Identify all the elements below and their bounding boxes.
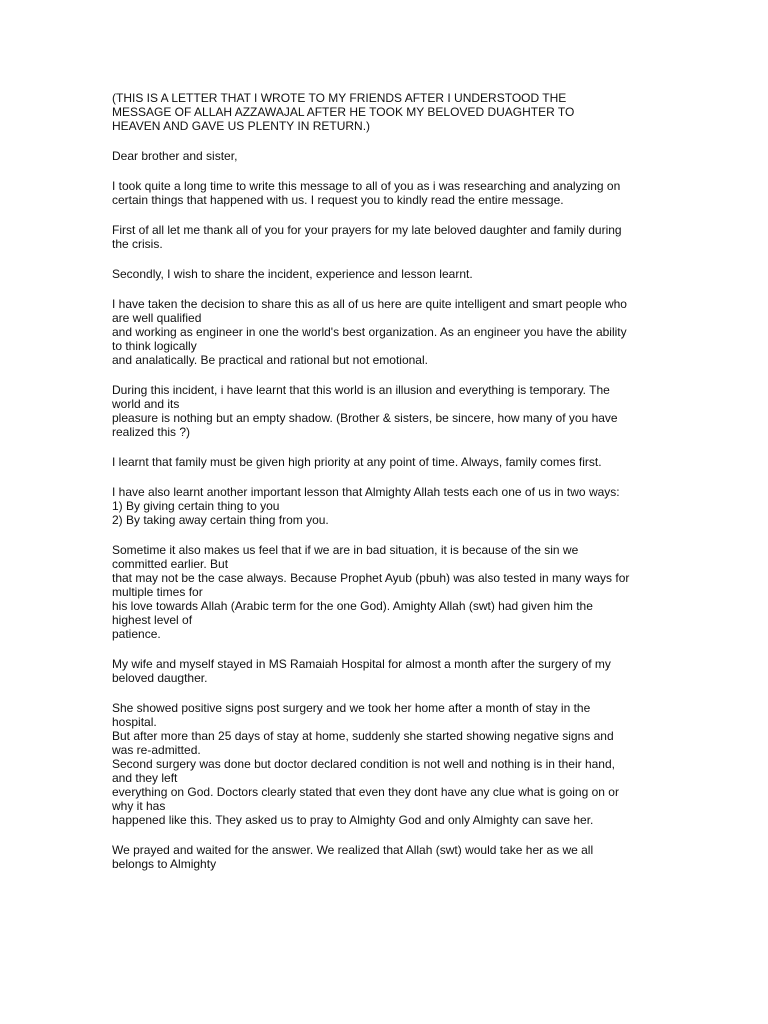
text-line: that may not be the case always. Because Prophet Ayub (pbuh) was also tested in many ways for	[112, 571, 630, 585]
paragraph-11	[112, 843, 660, 871]
text-line: committed earlier. But	[112, 557, 229, 571]
text-line: She showed positive signs post surgery and we took her home after a month of stay in the	[112, 701, 591, 715]
letter-header	[112, 91, 660, 133]
paragraph-7	[112, 485, 660, 527]
list-item: 1) By giving certain thing to you	[112, 499, 280, 513]
header-line: (THIS IS A LETTER THAT I WROTE TO MY FRIENDS AFTER I UNDERSTOOD THE	[112, 91, 567, 105]
text-line: pleasure is nothing but an empty shadow. (Brother & sisters, be sincere, how many of you have	[112, 411, 618, 425]
paragraph-10	[112, 701, 660, 827]
text-line: I have taken the decision to share this as all of us here are quite intelligent and smart people who	[112, 297, 627, 311]
paragraph-9	[112, 657, 660, 685]
paragraph-4	[112, 297, 660, 367]
text-line: I have also learnt another important lesson that Almighty Allah tests each one of us in two ways:	[112, 485, 620, 499]
paragraph-6	[112, 455, 660, 469]
paragraph-3	[112, 267, 660, 281]
text-line: and analatically. Be practical and rational but not emotional.	[112, 353, 428, 367]
text-line: First of all let me thank all of you for your prayers for my late beloved daughter and family during	[112, 223, 622, 237]
text-line: My wife and myself stayed in MS Ramaiah Hospital for almost a month after the surgery of my	[112, 657, 611, 671]
paragraph-1	[112, 179, 660, 207]
text-line: certain things that happened with us. I request you to kindly read the entire message.	[112, 193, 564, 207]
text-line: his love towards Allah (Arabic term for the one God). Amighty Allah (swt) had given him the	[112, 599, 593, 613]
text-line: the crisis.	[112, 237, 163, 251]
text-line: Secondly, I wish to share the incident, experience and lesson learnt.	[112, 267, 473, 281]
text-line: I took quite a long time to write this message to all of you as i was researching and analyzing on	[112, 179, 621, 193]
paragraph-2	[112, 223, 660, 251]
text-line: I learnt that family must be given high priority at any point of time. Always, family comes first.	[112, 455, 602, 469]
text-line: highest level of	[112, 613, 193, 627]
paragraph-5	[112, 383, 660, 439]
text-line: patience.	[112, 627, 161, 641]
text-line: happened like this. They asked us to pray to Almighty God and only Almighty can save her.	[112, 813, 594, 827]
text-line: why it has	[112, 799, 166, 813]
text-line: belongs to Almighty	[112, 857, 217, 871]
text-line: We prayed and waited for the answer. We realized that Allah (swt) would take her as we all	[112, 843, 594, 857]
text-line: hospital.	[112, 715, 157, 729]
paragraph-8	[112, 543, 660, 641]
text-line: realized this ?)	[112, 425, 191, 439]
list-item: 2) By taking away certain thing from you.	[112, 513, 329, 527]
text-line: Sometime it also makes us feel that if we are in bad situation, it is because of the sin we	[112, 543, 579, 557]
salutation	[112, 149, 660, 163]
text-line: to think logically	[112, 339, 197, 353]
salutation-line: Dear brother and sister,	[112, 149, 238, 163]
text-line: During this incident, i have learnt that this world is an illusion and everything is temporary. The	[112, 383, 610, 397]
text-line: beloved daugther.	[112, 671, 208, 685]
text-line: multiple times for	[112, 585, 203, 599]
text-line: and they left	[112, 771, 178, 785]
letter-body	[112, 91, 660, 887]
text-line: and working as engineer in one the world's best organization. As an engineer you have the ability	[112, 325, 627, 339]
header-line: HEAVEN AND GAVE US PLENTY IN RETURN.)	[112, 119, 371, 133]
text-line: Second surgery was done but doctor declared condition is not well and nothing is in their hand,	[112, 757, 615, 771]
header-line: MESSAGE OF ALLAH AZZAWAJAL AFTER HE TOOK MY BELOVED DUAGHTER TO	[112, 105, 575, 119]
text-line: everything on God. Doctors clearly stated that even they dont have any clue what is going on or	[112, 785, 619, 799]
text-line: was re-admitted.	[112, 743, 201, 757]
text-line: world and its	[112, 397, 180, 411]
text-line: But after more than 25 days of stay at home, suddenly she started showing negative signs and	[112, 729, 614, 743]
text-line: are well qualified	[112, 311, 202, 325]
